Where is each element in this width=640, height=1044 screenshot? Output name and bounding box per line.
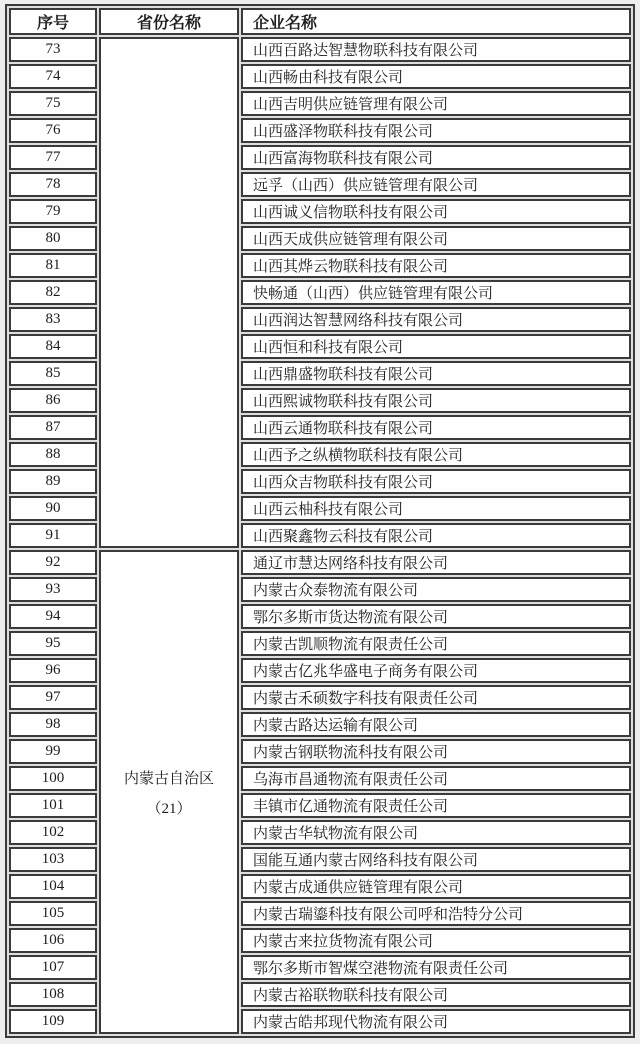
company-name-cell: 山西吉明供应链管理有限公司 <box>241 91 631 116</box>
company-name-cell: 山西其烨云物联科技有限公司 <box>241 253 631 278</box>
company-name-cell: 山西畅由科技有限公司 <box>241 64 631 89</box>
table-row <box>9 550 631 575</box>
company-name-cell: 山西众吉物联科技有限公司 <box>241 469 631 494</box>
company-roster-table <box>5 4 635 1038</box>
company-name-cell: 山西润达智慧网络科技有限公司 <box>241 307 631 332</box>
serial-number-cell: 84 <box>9 334 97 359</box>
serial-number-cell: 107 <box>9 955 97 980</box>
company-name-cell: 山西盛泽物联科技有限公司 <box>241 118 631 143</box>
company-name-cell: 内蒙古皓邦现代物流有限公司 <box>241 1009 631 1034</box>
company-name-cell: 山西百路达智慧物联科技有限公司 <box>241 37 631 62</box>
serial-number-cell: 83 <box>9 307 97 332</box>
serial-number-cell: 85 <box>9 361 97 386</box>
company-name-cell: 内蒙古瑞鎏科技有限公司呼和浩特分公司 <box>241 901 631 926</box>
serial-number-cell: 81 <box>9 253 97 278</box>
serial-number-cell: 80 <box>9 226 97 251</box>
serial-number-cell: 78 <box>9 172 97 197</box>
company-name-cell: 山西云柚科技有限公司 <box>241 496 631 521</box>
serial-number-cell: 95 <box>9 631 97 656</box>
province-count: （21） <box>146 800 192 817</box>
serial-number-cell: 97 <box>9 685 97 710</box>
province-cell <box>99 550 239 1034</box>
company-name-cell: 鄂尔多斯市货达物流有限公司 <box>241 604 631 629</box>
company-name-cell: 内蒙古禾硕数字科技有限责任公司 <box>241 685 631 710</box>
serial-number-cell: 99 <box>9 739 97 764</box>
company-name-cell: 乌海市昌通物流有限责任公司 <box>241 766 631 791</box>
serial-number-cell: 108 <box>9 982 97 1007</box>
serial-number-cell: 89 <box>9 469 97 494</box>
company-name-cell: 山西云通物联科技有限公司 <box>241 415 631 440</box>
company-name-cell: 山西熙诚物联科技有限公司 <box>241 388 631 413</box>
serial-number-cell: 87 <box>9 415 97 440</box>
serial-number-cell: 75 <box>9 91 97 116</box>
company-name-cell: 丰镇市亿通物流有限责任公司 <box>241 793 631 818</box>
serial-number-cell: 86 <box>9 388 97 413</box>
serial-number-cell: 88 <box>9 442 97 467</box>
serial-number-cell: 82 <box>9 280 97 305</box>
company-name-cell: 内蒙古华轼物流有限公司 <box>241 820 631 845</box>
serial-number-cell: 77 <box>9 145 97 170</box>
company-name-cell: 山西天成供应链管理有限公司 <box>241 226 631 251</box>
serial-number-cell: 79 <box>9 199 97 224</box>
serial-number-cell: 100 <box>9 766 97 791</box>
header-province-name: 省份名称 <box>99 8 239 35</box>
company-name-cell: 山西恒和科技有限公司 <box>241 334 631 359</box>
company-name-cell: 山西诚义信物联科技有限公司 <box>241 199 631 224</box>
company-name-cell: 山西富海物联科技有限公司 <box>241 145 631 170</box>
province-name: 内蒙古自治区 <box>123 770 214 787</box>
company-name-cell: 内蒙古来拉货物流有限公司 <box>241 928 631 953</box>
serial-number-cell: 76 <box>9 118 97 143</box>
header-company-name: 企业名称 <box>241 8 631 35</box>
serial-number-cell: 92 <box>9 550 97 575</box>
serial-number-cell: 98 <box>9 712 97 737</box>
serial-number-cell: 102 <box>9 820 97 845</box>
company-name-cell: 内蒙古路达运输有限公司 <box>241 712 631 737</box>
serial-number-cell: 106 <box>9 928 97 953</box>
serial-number-cell: 93 <box>9 577 97 602</box>
header-serial-number: 序号 <box>9 8 97 35</box>
company-name-cell: 通辽市慧达网络科技有限公司 <box>241 550 631 575</box>
serial-number-cell: 73 <box>9 37 97 62</box>
table-row <box>9 37 631 62</box>
serial-number-cell: 91 <box>9 523 97 548</box>
serial-number-cell: 105 <box>9 901 97 926</box>
serial-number-cell: 101 <box>9 793 97 818</box>
company-name-cell: 鄂尔多斯市智煤空港物流有限责任公司 <box>241 955 631 980</box>
serial-number-cell: 103 <box>9 847 97 872</box>
company-name-cell: 国能互通内蒙古网络科技有限公司 <box>241 847 631 872</box>
company-name-cell: 快畅通（山西）供应链管理有限公司 <box>241 280 631 305</box>
company-name-cell: 山西予之纵横物联科技有限公司 <box>241 442 631 467</box>
company-name-cell: 山西聚鑫物云科技有限公司 <box>241 523 631 548</box>
serial-number-cell: 96 <box>9 658 97 683</box>
serial-number-cell: 94 <box>9 604 97 629</box>
province-cell <box>99 37 239 548</box>
company-name-cell: 内蒙古众泰物流有限公司 <box>241 577 631 602</box>
company-name-cell: 内蒙古凯顺物流有限责任公司 <box>241 631 631 656</box>
company-name-cell: 山西鼎盛物联科技有限公司 <box>241 361 631 386</box>
header-row <box>9 8 631 35</box>
serial-number-cell: 109 <box>9 1009 97 1034</box>
serial-number-cell: 90 <box>9 496 97 521</box>
company-name-cell: 内蒙古钢联物流科技有限公司 <box>241 739 631 764</box>
table-body <box>9 37 631 1034</box>
company-name-cell: 内蒙古成通供应链管理有限公司 <box>241 874 631 899</box>
company-name-cell: 内蒙古亿兆华盛电子商务有限公司 <box>241 658 631 683</box>
serial-number-cell: 74 <box>9 64 97 89</box>
company-name-cell: 内蒙古裕联物联科技有限公司 <box>241 982 631 1007</box>
company-name-cell: 远孚（山西）供应链管理有限公司 <box>241 172 631 197</box>
serial-number-cell: 104 <box>9 874 97 899</box>
table-header <box>9 8 631 35</box>
